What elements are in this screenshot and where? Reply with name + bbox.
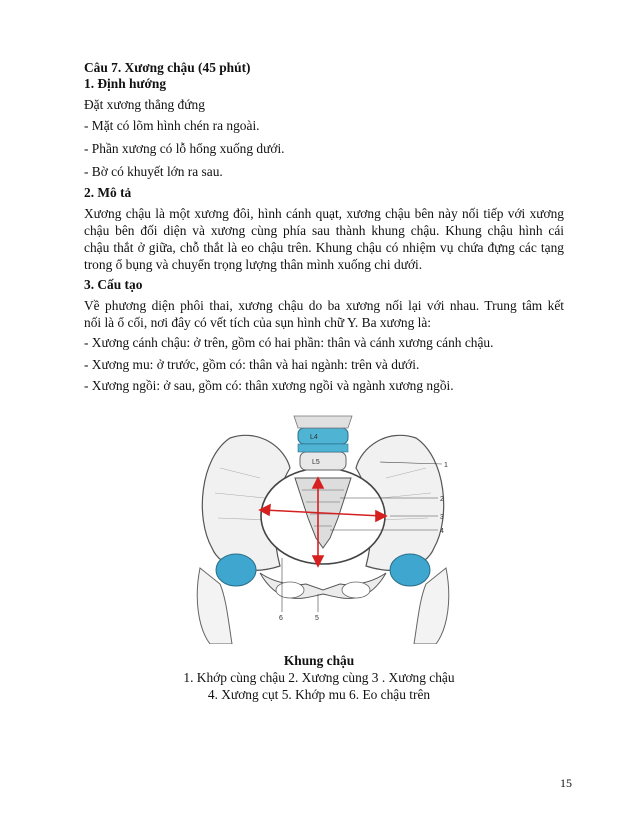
section2-line: chậu bên đối diện và xương cùng phía sau thành khung chậu. Khung chậu hình cái [84,223,564,238]
section1-item: - Mặt có lõm hình chén ra ngoài. [84,118,260,133]
label-2: 2 [440,496,444,503]
question-title: Câu 7. Xương chậu (45 phút) [84,60,251,75]
label-l5: L5 [312,459,320,466]
section1-intro: Đặt xương thẳng đứng [84,97,205,112]
left-femoral-head [216,554,256,586]
section3-item: - Xương cánh chậu: ở trên, gồm có hai phần: thân và cánh xương cánh chậu. [84,335,494,350]
section1-item: - Bờ có khuyết lớn ra sau. [84,164,223,179]
page-number: 15 [560,776,572,790]
section2-line: chậu thắt ở giữa, chỗ thắt là eo chậu trên. Khung chậu có nhiệm vụ chứa đựng các tạng [84,240,564,255]
section2-line: trong ổ bụng và chuyển trọng lượng thân mình xuống chi dưới. [84,257,423,272]
section1-item: - Phần xương có lỗ hổng xuống dưới. [84,141,285,156]
vertebra-l5 [300,452,346,470]
section3-item: - Xương mu: ở trước, gồm có: thân và hai ngành: trên và dưới. [84,357,420,372]
label-5: 5 [315,615,319,622]
figure-caption-line: 1. Khớp cùng chậu 2. Xương cùng 3 . Xương chậu [183,670,455,685]
section3-line: nối là ổ cối, nơi đây có vết tích của sụn hình chữ Y. Ba xương là: [84,315,432,330]
figure-caption-title: Khung chậu [283,653,355,668]
pelvis-illustration [190,398,456,644]
vertebra-l4 [298,428,348,444]
section3-item: - Xương ngồi: ở sau, gồm có: thân xương ngồi và ngành xương ngồi. [84,378,454,393]
label-3: 3 [440,514,444,521]
section1-heading: 1. Định hướng [84,76,167,91]
figure-caption-line: 4. Xương cụt 5. Khớp mu 6. Eo chậu trên [207,687,431,702]
section2-heading: 2. Mô tả [84,185,132,200]
section2-line: Xương chậu là một xương đôi, hình cánh quạt, xương chậu bên này nối tiếp với xương [84,206,564,221]
section3-heading: 3. Cấu tạo [84,277,143,292]
label-l4: L4 [310,434,318,441]
section3-line: Về phương diện phôi thai, xương chậu do ba xương nối lại với nhau. Trung tâm kết [84,298,564,313]
label-1: 1 [444,462,448,469]
label-4: 4 [440,528,444,535]
right-femoral-head [390,554,430,586]
label-6: 6 [279,615,283,622]
